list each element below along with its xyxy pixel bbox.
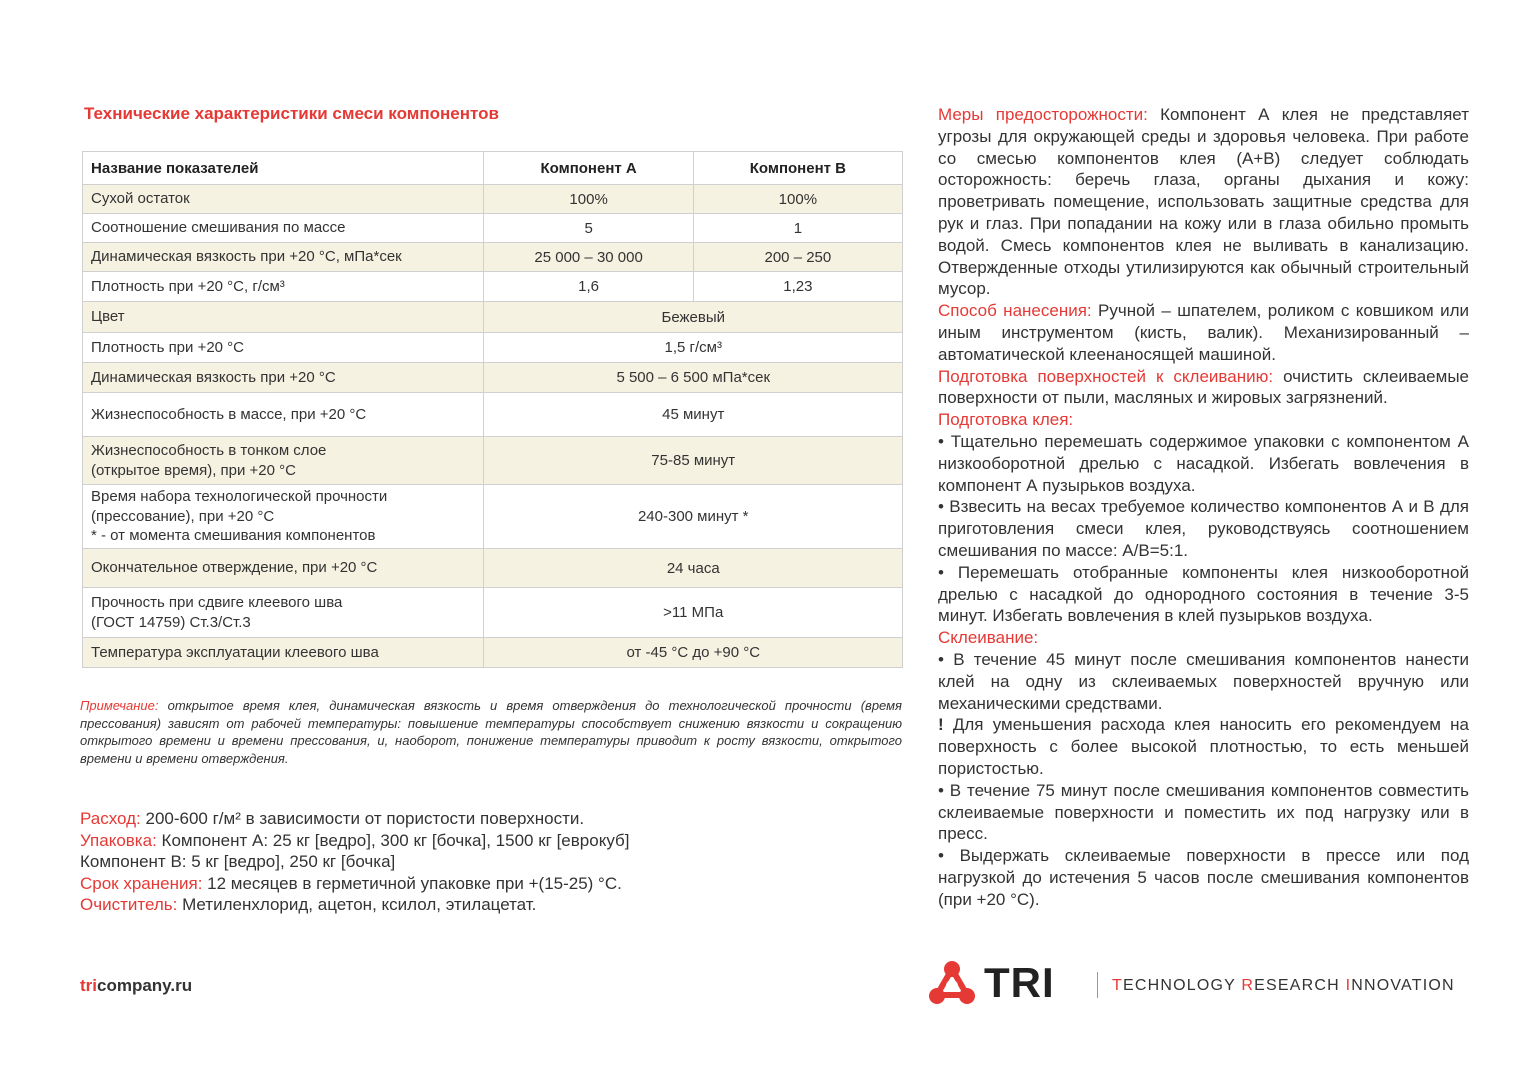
cleaner-text: Метиленхлорид, ацетон, ксилол, этилацетат. bbox=[177, 895, 537, 914]
tagline bbox=[1112, 977, 1455, 995]
parameter-cell: Жизнеспособность в массе, при +20 °С bbox=[83, 393, 484, 437]
merged-value-cell: 75-85 минут bbox=[484, 437, 903, 485]
tagline-part: I bbox=[1345, 977, 1352, 994]
tagline-part: T bbox=[1112, 977, 1123, 994]
cleaner-line bbox=[80, 894, 880, 916]
parameter-cell: Цвет bbox=[83, 302, 484, 333]
parameter-cell: Время набора технологической прочности (прессование), при +20 °С * - от момента смешивания компонентов bbox=[83, 485, 484, 549]
consumption-label: Расход: bbox=[80, 809, 141, 828]
header-parameter: Название показателей bbox=[83, 152, 484, 185]
logo-divider bbox=[1097, 972, 1098, 998]
gluing-tip-text: Для уменьшения расхода клея наносить его рекомендуем на поверхность с более высокой плотностью, то есть меньшей пористостью. bbox=[938, 715, 1469, 778]
packaging-line bbox=[80, 830, 880, 852]
table-row bbox=[83, 363, 903, 393]
exclamation-mark: ! bbox=[938, 715, 944, 735]
component-a-cell: 25 000 – 30 000 bbox=[484, 243, 693, 272]
component-a-cell: 5 bbox=[484, 214, 693, 243]
parameter-cell: Плотность при +20 °С bbox=[83, 333, 484, 363]
method-label: Способ нанесения: bbox=[938, 301, 1092, 321]
logo-word: TRI bbox=[984, 959, 1055, 1006]
parameter-cell: Динамическая вязкость при +20 °С, мПа*сек bbox=[83, 243, 484, 272]
merged-value-cell: 45 минут bbox=[484, 393, 903, 437]
component-b-cell: 1,23 bbox=[693, 272, 902, 302]
parameter-cell: Плотность при +20 °С, г/см³ bbox=[83, 272, 484, 302]
table-row bbox=[83, 393, 903, 437]
note-text: открытое время клея, динамическая вязкость и время отверждения до технологической прочности (время прессования) зависят от рабочей температуры: повышение температуры способствует снижению вязкости и сокращению открытого времени и времени прессования, и, наоборот, понижение температуры приводит к росту вязкости, открытого времени и времени отверждения. bbox=[80, 698, 902, 766]
prep-step-1: • Тщательно перемешать содержимое упаковки с компонентом А низкооборотной дрелью с насадкой. Избегать вовлечения в компонент А пузырьков воздуха. bbox=[938, 431, 1469, 495]
merged-value-cell: 240-300 минут * bbox=[484, 485, 903, 549]
component-b-cell: 1 bbox=[693, 214, 902, 243]
parameter-cell: Прочность при сдвиге клеевого шва (ГОСТ 14759) Ст.3/Ст.3 bbox=[83, 588, 484, 638]
method-text: Ручной – шпателем, роликом с ковшиком или иным инструментом (кисть, валик). Механизированный – автоматической клеенаносящей машиной. bbox=[938, 301, 1469, 364]
storage-label: Срок хранения: bbox=[80, 873, 203, 893]
merged-value-cell: 1,5 г/см³ bbox=[484, 333, 903, 363]
tagline-part: NNOVATION bbox=[1351, 977, 1455, 994]
table-row bbox=[83, 333, 903, 363]
component-a-cell: 100% bbox=[484, 185, 693, 214]
gluing-label: Склеивание: bbox=[938, 628, 1039, 648]
packaging-label: Упаковка: bbox=[80, 830, 157, 850]
storage-line bbox=[80, 873, 880, 895]
note-label: Примечание: bbox=[80, 698, 159, 713]
surface-text: очистить склеиваемые поверхности от пыли, масляных и жировых загрязнений. bbox=[938, 366, 1470, 408]
footer-url[interactable] bbox=[80, 976, 192, 996]
table-header-row bbox=[83, 152, 903, 185]
tri-logo bbox=[928, 958, 1055, 1008]
precautions-paragraph bbox=[938, 104, 1469, 300]
section-title: Технические характеристики смеси компонентов bbox=[84, 104, 499, 123]
tagline-part: ECHNOLOGY bbox=[1122, 977, 1242, 994]
table-row bbox=[83, 243, 903, 272]
precautions-label: Меры предосторожности: bbox=[938, 105, 1148, 124]
instructions-column bbox=[938, 104, 1469, 910]
prep-step-3: • Перемешать отобранные компоненты клея низкооборотной дрелью с насадкой до однородного состояния в течение 3-5 минут. Избегать вовлечения в клей пузырьков воздуха. bbox=[938, 562, 1469, 626]
header-component-a: Компонент А bbox=[484, 152, 693, 185]
table-row bbox=[83, 272, 903, 302]
table-row bbox=[83, 214, 903, 243]
storage-text: 12 месяцев в герметичной упаковке при +(15-25) °С. bbox=[202, 873, 622, 893]
header-component-b: Компонент B bbox=[693, 152, 902, 185]
url-rest: company.ru bbox=[97, 976, 193, 995]
tagline-part: R bbox=[1241, 977, 1255, 994]
table-row bbox=[83, 588, 903, 638]
parameter-cell: Динамическая вязкость при +20 °С bbox=[83, 363, 484, 393]
consumption-text: 200-600 г/м² в зависимости от пористости поверхности. bbox=[140, 809, 585, 828]
surface-label: Подготовка поверхностей к склеиванию: bbox=[938, 366, 1274, 386]
consumption-line bbox=[80, 808, 880, 830]
merged-value-cell: 5 500 – 6 500 мПа*сек bbox=[484, 363, 903, 393]
component-a-cell: 1,6 bbox=[484, 272, 693, 302]
parameter-cell: Сухой остаток bbox=[83, 185, 484, 214]
spec-table bbox=[82, 151, 903, 668]
method-paragraph bbox=[938, 300, 1469, 365]
gluing-step-4: • Выдержать склеиваемые поверхности в прессе или под нагрузкой до истечения 5 часов после смешивания компонентов (при +20 °С). bbox=[938, 846, 1469, 909]
surface-paragraph bbox=[938, 366, 1469, 410]
usage-block bbox=[80, 808, 880, 916]
table-row bbox=[83, 485, 903, 549]
table-row bbox=[83, 638, 903, 668]
tagline-part: ESEARCH bbox=[1254, 977, 1346, 994]
parameter-cell: Соотношение смешивания по массе bbox=[83, 214, 484, 243]
table-row bbox=[83, 185, 903, 214]
merged-value-cell: от -45 °С до +90 °С bbox=[484, 638, 903, 668]
precautions-text: Компонент А клея не представляет угрозы для окружающей среды и здоровья человека. При работе со смесью компонентов клея (А+В) следует соблюдать осторожность: беречь глаза, органы дыхания и кожу: проветривать помещение, использовать защитные средства для рук и глаз. При попадании на кожу или в глаза обильно промыть водой. Смесь компонентов клея не выливать в канализацию. Отвержденные отходы утилизируются как обычный строительный мусор. bbox=[938, 105, 1469, 299]
table-row bbox=[83, 437, 903, 485]
table-row bbox=[83, 302, 903, 333]
component-b-cell: 200 – 250 bbox=[693, 243, 902, 272]
tri-molecule-icon bbox=[928, 960, 976, 1006]
parameter-cell: Окончательное отверждение, при +20 °С bbox=[83, 549, 484, 588]
url-prefix: tri bbox=[80, 976, 97, 995]
note bbox=[80, 697, 902, 767]
prep-label: Подготовка клея: bbox=[938, 410, 1074, 430]
component-b-cell: 100% bbox=[693, 185, 902, 214]
gluing-step-1: • В течение 45 минут после смешивания компонентов нанести клей на одну из склеиваемых поверхностей вручную или механическими средствами. bbox=[938, 649, 1469, 713]
merged-value-cell: 24 часа bbox=[484, 549, 903, 588]
table-row bbox=[83, 549, 903, 588]
packaging-b-line: Компонент В: 5 кг [ведро], 250 кг [бочка] bbox=[80, 852, 396, 871]
cleaner-label: Очиститель: bbox=[80, 895, 178, 914]
merged-value-cell: >11 МПа bbox=[484, 588, 903, 638]
parameter-cell: Жизнеспособность в тонком слое (открытое время), при +20 °С bbox=[83, 437, 484, 485]
gluing-tip bbox=[938, 714, 1469, 779]
gluing-step-3: • В течение 75 минут после смешивания компонентов совместить склеиваемые поверхности и поместить их под нагрузку или в пресс. bbox=[938, 780, 1469, 844]
merged-value-cell: Бежевый bbox=[484, 302, 903, 333]
parameter-cell: Температура эксплуатации клеевого шва bbox=[83, 638, 484, 668]
packaging-text: Компонент А: 25 кг [ведро], 300 кг [бочка], 1500 кг [еврокуб] bbox=[156, 830, 630, 850]
prep-step-2: • Взвесить на весах требуемое количество компонентов А и В для приготовления смеси клея, руководствуясь соотношением смешивания по массе: А/В=5:1. bbox=[938, 497, 1469, 560]
